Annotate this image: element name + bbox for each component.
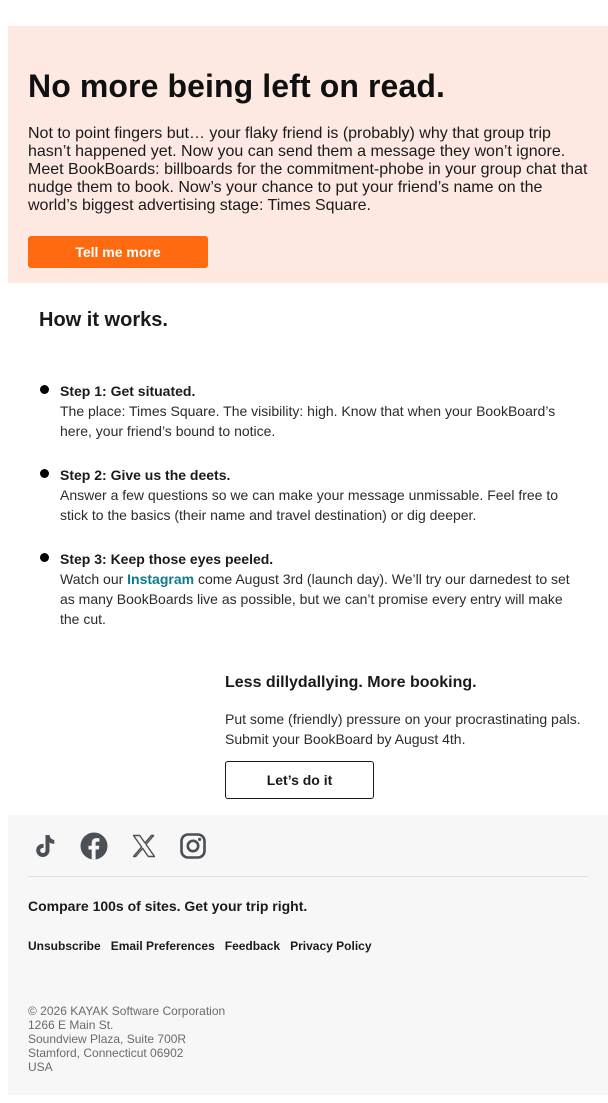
tell-me-more-button[interactable]: Tell me more xyxy=(28,236,208,268)
company-address xyxy=(28,1004,225,1074)
step-body-start: Watch our xyxy=(60,571,128,587)
step-title: Step 2: Give us the deets. xyxy=(60,467,231,483)
how-it-works-title: How it works. xyxy=(39,309,168,331)
hero-body: Not to point fingers but… your flaky friend is (probably) why that group trip hasn’t happened yet. Now you can send them a message they won’t ignore. Meet BookBoards: billboards for the commitment-phobe in your group chat that nudge them to book. Now’s your chance to put your friend’s name on the world’s biggest advertising stage: Times Square. xyxy=(28,125,588,214)
hero-title: No more being left on read. xyxy=(28,68,445,104)
x-icon[interactable] xyxy=(130,832,158,860)
step-body: The place: Times Square. The visibility: high. Know that when your BookBoard’s here, your friend’s bound to notice. xyxy=(60,403,556,439)
copyright-line: © 2026 KAYAK Software Corporation xyxy=(28,1004,226,1018)
address-line: Stamford, Connecticut 06902 xyxy=(28,1046,184,1060)
bullet-icon xyxy=(40,385,49,394)
privacy-policy-link[interactable]: Privacy Policy xyxy=(290,939,372,953)
step-title: Step 1: Get situated. xyxy=(60,383,196,399)
address-line: USA xyxy=(28,1060,53,1074)
footer-tagline: Compare 100s of sites. Get your trip right. xyxy=(28,898,308,914)
address-line: Soundview Plaza, Suite 700R xyxy=(28,1032,187,1046)
step-body: Answer a few questions so we can make your message unmissable. Feel free to stick to the basics (their name and travel destination) or dig deeper. xyxy=(60,487,559,523)
step-body-end: come August 3rd (launch day). We’ll try our darnedest to set as many BookBoards live as possible, but we can’t promise every entry will make the cut. xyxy=(60,571,570,627)
instagram-icon[interactable] xyxy=(179,832,207,860)
cta-title: Less dillydallying. More booking. xyxy=(225,674,477,691)
email-preferences-link[interactable]: Email Preferences xyxy=(110,939,215,953)
bullet-icon xyxy=(40,553,49,562)
unsubscribe-link[interactable]: Unsubscribe xyxy=(28,939,101,953)
address-line: 1266 E Main St. xyxy=(28,1018,114,1032)
tiktok-icon[interactable] xyxy=(30,832,58,860)
facebook-icon[interactable] xyxy=(80,832,108,860)
feedback-link[interactable]: Feedback xyxy=(224,939,281,953)
footer-divider xyxy=(28,876,588,877)
step-title: Step 3: Keep those eyes peeled. xyxy=(60,551,274,567)
bullet-icon xyxy=(40,469,49,478)
cta-body: Put some (friendly) pressure on your procrastinating pals. Submit your BookBoard by August 4th. xyxy=(225,711,581,747)
hero-section xyxy=(8,26,608,283)
footer xyxy=(8,815,608,1095)
step-body xyxy=(60,569,580,629)
lets-do-it-button[interactable]: Let’s do it xyxy=(225,761,374,799)
footer-links xyxy=(28,939,372,953)
instagram-link[interactable]: Instagram xyxy=(127,571,195,587)
